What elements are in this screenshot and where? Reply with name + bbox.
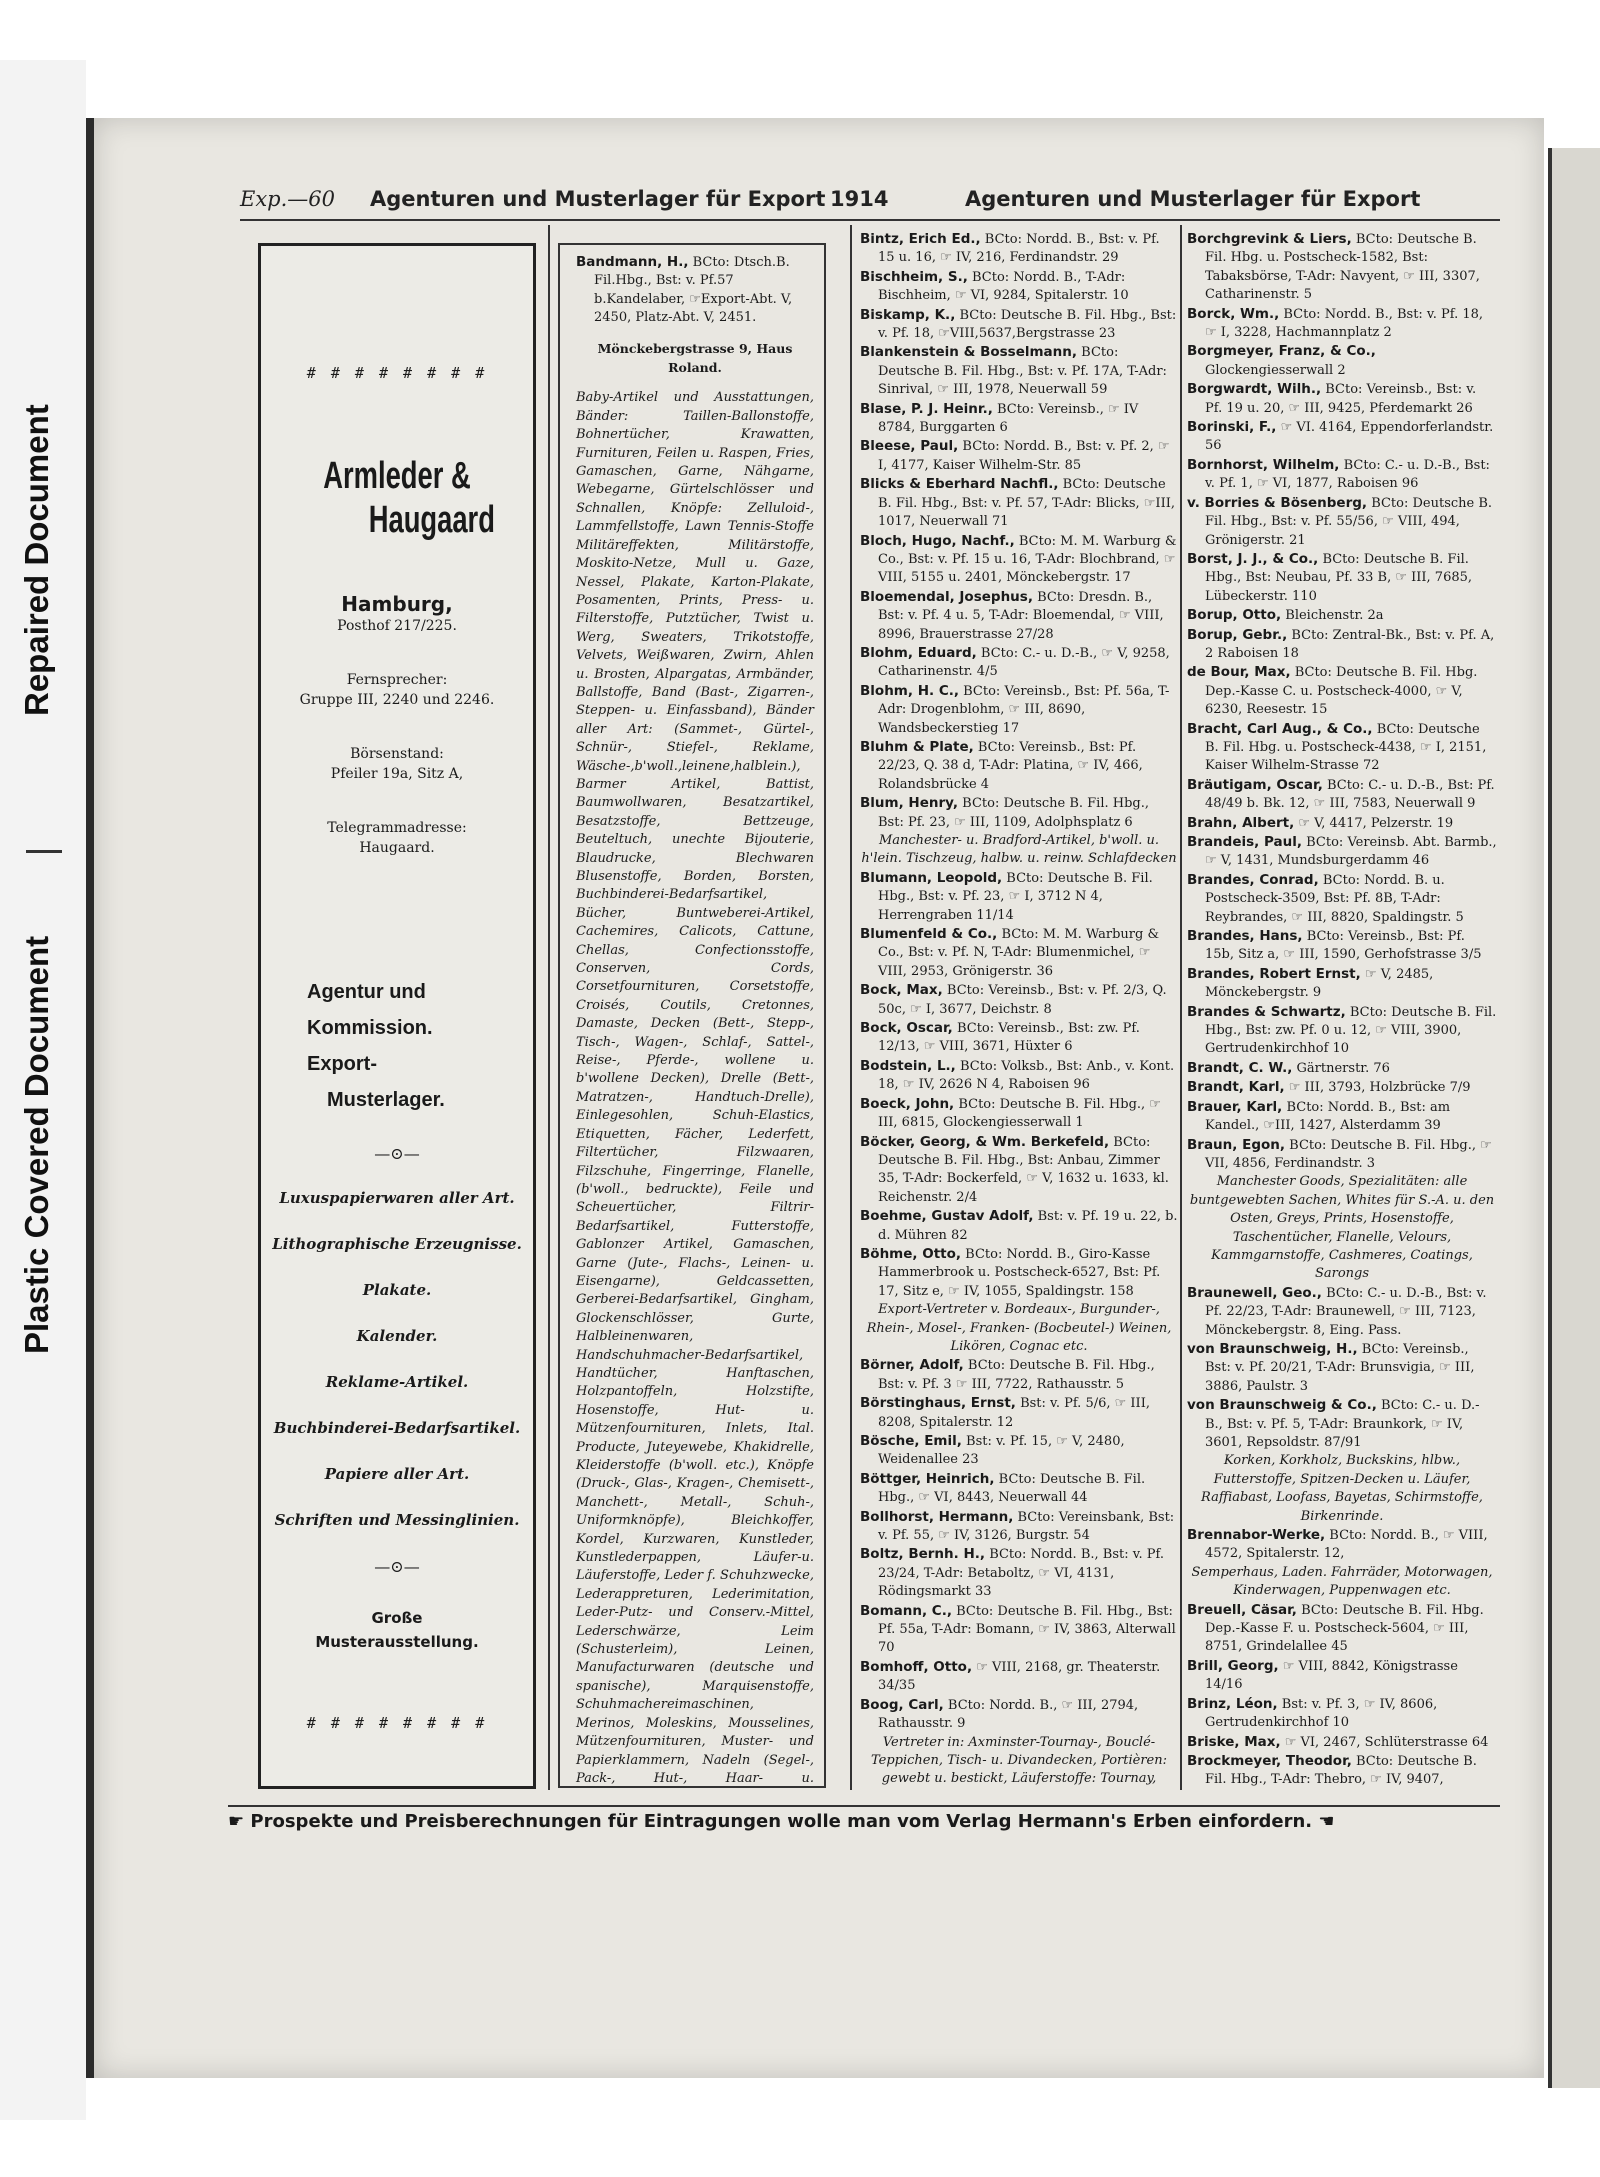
- listing-entry: [1187, 871, 1497, 927]
- listing-entry: [1187, 1601, 1497, 1657]
- firm-name: Bloemendal, Josephus,: [860, 588, 1033, 605]
- firm-details: BCto: Nordd. B., Bst: v. Pf. 2, ☞I, 4177, Kaiser Wilhelm-Str. 85: [878, 439, 1170, 473]
- listing-entry: [1187, 1003, 1497, 1059]
- firm-name: Boeck, John,: [860, 1095, 955, 1112]
- firm-details: BCto: Dtsch.B. Fil.Hbg., Bst: v. Pf.57 b.Kandelaber, ☞Export-Abt. V, 2450, Platz-Abt. V, 2451.: [594, 255, 793, 326]
- listing-entry: [1187, 1752, 1497, 1790]
- listing-entry: [1187, 1396, 1497, 1452]
- firm-details: ☞ VIII, 2168, gr. Theaterstr. 34/35: [878, 1659, 1161, 1694]
- firm-details: BCto: Vereinsb., Bst: v. Pf. 19 u. 20, ☞ III, 9425, Pferdemarkt 26: [1205, 382, 1477, 416]
- firm-details: ☞ V, 2485, Mönckebergstr. 9: [1205, 966, 1434, 1001]
- ad-phone-label: Fernsprecher:: [346, 672, 448, 688]
- page-header: [240, 183, 1500, 221]
- service-line: Kommission.: [307, 1017, 433, 1039]
- listing-entry: [860, 1394, 1178, 1432]
- listing-entry: [860, 1602, 1178, 1658]
- ad-telegram-label: Telegrammadresse:: [327, 820, 467, 836]
- firm-name: Brockmeyer, Theodor,: [1187, 1752, 1352, 1769]
- firm-details: BCto: Deutsche B. Fil. Hbg., Bst: Anbau, Zimmer 35, T-Adr: Bockerfeld, ☞ V, 1632 u. 1633, kl. Reichenstr. 2/4: [878, 1134, 1169, 1205]
- firm-name: Blankenstein & Bosselmann,: [860, 344, 1078, 361]
- firm-details: BCto: Deutsche B. Fil. Hbg., ☞ VI, 8443, Neuerwall 44: [878, 1471, 1146, 1506]
- firm-details: ☞ VIII, 8842, Königstrasse 14/16: [1205, 1658, 1458, 1693]
- firm-details: BCto: Deutsche B. Fil. Hbg. Dep.-Kasse C. u. Postscheck-4000, ☞ V, 6230, Reesestr. 15: [1205, 665, 1478, 718]
- firm-details: Bst: v. Pf. 15, ☞ V, 2480, Weidenallee 23: [878, 1434, 1125, 1468]
- firm-name: Blum, Henry,: [860, 795, 959, 812]
- firm-name: Breuell, Cäsar,: [1187, 1601, 1297, 1618]
- firm-details: Gärtnerstr. 76: [1296, 1060, 1390, 1076]
- firm-name: von Braunschweig & Co.,: [1187, 1397, 1377, 1414]
- ornament-row: # # # # # # # #: [306, 364, 488, 382]
- firm-details: BCto: Deutsche B. Fil. Hbg. u. Postscheck-4438, ☞ I, 2151, Kaiser Wilhelm-Strasse 72: [1205, 721, 1487, 774]
- ad-company-name: [299, 454, 495, 542]
- header-title-left: Agenturen und Musterlager für Export: [370, 187, 826, 211]
- pointing-hand-icon: ☚: [1312, 1811, 1335, 1832]
- pointing-hand-icon: ☛: [228, 1811, 251, 1832]
- listing-entry: [1187, 927, 1497, 965]
- firm-name: v. Borries & Bösenberg,: [1187, 494, 1368, 511]
- firm-name: Borinski, F.,: [1187, 419, 1277, 436]
- firm-specialties: Manchester Goods, Spezialitäten: alle buntgewebten Sachen, Whites für S.-A. u. den Osten, Greys, Prints, Hosenstoffe, Taschentücher, Flanelle, Velours, Kammgarnstoffe, Cashmeres, Coatings, Sarongs: [1189, 1174, 1495, 1282]
- listing-entry: [1187, 814, 1497, 833]
- firm-details: BCto: Vereinsb. Abt. Barmb., ☞ V, 1431, Mundsburgerdamm 46: [1205, 835, 1497, 869]
- plastic-covered-label: Plastic Covered Document: [18, 935, 55, 1355]
- firm-name: Borgmeyer, Franz, & Co.,: [1187, 343, 1376, 360]
- firm-details: BCto: Deutsche B. Fil. Hbg., Bst: v. Pf. 3 ☞ III, 7722, Rathausstr. 5: [878, 1358, 1155, 1392]
- firm-details: BCto: Deutsche B. Fil. Hbg., Bst: Pf. 23, ☞ III, 1109, Adolphsplatz 6: [878, 796, 1150, 830]
- ornament-divider: —⊙—: [374, 1557, 420, 1576]
- firm-details: BCto: Deutsche B. Fil. Hbg., Bst: v. Pf. 57, T-Adr: Blicks, ☞III, 1017, Neuerwall 71: [878, 477, 1175, 530]
- firm-details: BCto: Dresdn. B., Bst: v. Pf. 4 u. 5, T-Adr: Bloemendal, ☞ VIII, 8996, Brauerstrasse 27/28: [878, 589, 1164, 642]
- listing-entry: [1187, 1526, 1497, 1564]
- listing-entry: [860, 588, 1178, 644]
- firm-details: BCto: Deutsche B. Fil. Hbg., Bst: zw. Pf. 0 u. 12, ☞ VIII, 3900, Gertrudenkirchhof 10: [1205, 1004, 1497, 1057]
- firm-details: BCto: Nordd. B., Bst: v. Pf. 18, ☞ I, 3228, Hachmannplatz 2: [1205, 306, 1484, 341]
- firm-name: Bluhm & Plate,: [860, 738, 974, 755]
- closing-line-2: Musterausstellung.: [315, 1633, 479, 1651]
- firm-details: BCto: Vereinsb., ☞ IV 8784, Burggarten 6: [878, 401, 1139, 436]
- ad-services: [261, 974, 533, 1118]
- firm-details: BCto: Vereinsb., Bst: v. Pf. 2/3, Q. 50c, ☞ I, 3677, Deichstr. 8: [878, 983, 1167, 1017]
- listing-entry: [1187, 1136, 1497, 1174]
- firm-name: Brauer, Karl,: [1187, 1098, 1283, 1115]
- firm-name: Bock, Oscar,: [860, 1020, 953, 1037]
- firm-details: BCto: Volksb., Bst: Anb., v. Kont. 18, ☞ IV, 2626 N 4, Raboisen 96: [878, 1058, 1175, 1093]
- firm-name: Borup, Gebr.,: [1187, 626, 1288, 643]
- firm-name: Borup, Otto,: [1187, 607, 1282, 624]
- firm-name: Börstinghaus, Ernst,: [860, 1395, 1016, 1412]
- listing-entry: [860, 230, 1178, 268]
- listing-entry: [860, 437, 1178, 475]
- firm-name: Borchgrevink & Liers,: [1187, 231, 1352, 247]
- firm-name: Bornhorst, Wilhelm,: [1187, 456, 1340, 473]
- listing-entry: [860, 1356, 1178, 1394]
- firm-details: BCto: Nordd. B., Bst: v. Pf. 15 u. 16, ☞ IV, 216, Ferdinandstr. 29: [878, 232, 1160, 266]
- listing-entry: [860, 1019, 1178, 1057]
- listing-entry: [1187, 776, 1497, 814]
- listing-entry: [860, 738, 1178, 794]
- firm-name: Bock, Max,: [860, 982, 943, 999]
- firm-specialties: Manchester- u. Bradford-Artikel, b'woll. u. h'lein. Tischzeug, halbw. u. reinw. Schlafdecken: [861, 833, 1177, 867]
- column-rule: [548, 225, 550, 1790]
- listing-entry: [1187, 305, 1497, 343]
- firm-details: BCto: C.- u. D.-B., Bst: v. Pf. 1, ☞ VI, 1877, Raboisen 96: [1205, 457, 1490, 492]
- firm-name: Borst, J. J., & Co.,: [1187, 550, 1319, 567]
- firm-details: BCto: Nordd. B., T-Adr: Bischheim, ☞ VI, 9284, Spitalerstr. 10: [878, 269, 1129, 304]
- firm-name: Bösche, Emil,: [860, 1433, 962, 1449]
- listing-entry: [1187, 230, 1497, 305]
- listing-entry: [1187, 1059, 1497, 1078]
- listing-entry: [860, 343, 1178, 399]
- firm-name: Blumann, Leopold,: [860, 869, 1003, 886]
- firm-name: Boehme, Gustav Adolf,: [860, 1208, 1034, 1225]
- listing-entry: [1187, 626, 1497, 664]
- ornament-row: # # # # # # # #: [306, 1714, 488, 1732]
- listing-entry: [860, 1508, 1178, 1546]
- listing-entry: [1187, 606, 1497, 625]
- firm-details: BCto: Deutsche B. Fil. Hbg., Bst: v. Pf. 55/56, ☞ VIII, 494, Grönigerstr. 21: [1205, 495, 1493, 548]
- firm-name: Bomann, C.,: [860, 1602, 952, 1619]
- label-separator: [26, 850, 62, 853]
- product-line: Papiere aller Art.: [324, 1465, 470, 1483]
- company-line-1: Armleder &: [323, 455, 471, 497]
- firm-details: BCto: Vereinsb., Bst: Pf. 22/23, Q. 38 d, T-Adr: Platina, ☞ IV, 466, Rolandsbrücke 4: [878, 739, 1143, 792]
- firm-name: Brennabor-Werke,: [1187, 1527, 1326, 1544]
- page-footer: [228, 1805, 1500, 1841]
- firm-specialties: Korken, Korkholz, Buckskins, hlbw., Futterstoffe, Spitzen-Decken u. Läufer, Raffiabast, Loofass, Bayetas, Schirmstoffe, Birkenrinde.: [1201, 1453, 1483, 1524]
- firm-details: Glockengiesserwall 2: [1205, 362, 1346, 378]
- company-line-2: Haugaard: [368, 499, 495, 541]
- firm-name: Bleese, Paul,: [860, 438, 959, 455]
- header-title-right: Agenturen und Musterlager für Export: [965, 187, 1421, 211]
- listing-entry: [860, 268, 1178, 306]
- firm-details: BCto: C.- u. D.-B., Bst: v. Pf. 5, T-Adr: Braunkork, ☞ IV, 3601, Repsoldstr. 87/91: [1205, 1398, 1480, 1450]
- firm-name: Brandt, C. W.,: [1187, 1059, 1293, 1076]
- ornament-divider: —⊙—: [374, 1144, 420, 1163]
- firm-details: BCto: Nordd. B., Bst: am Kandel., ☞III, 1427, Alsterdamm 39: [1205, 1099, 1451, 1134]
- column-rule: [1180, 225, 1182, 1790]
- listing-entry: [1187, 1657, 1497, 1695]
- firm-name: Bloch, Hugo, Nachf.,: [860, 532, 1015, 549]
- ad-city: Hamburg,: [341, 592, 453, 616]
- listing-entry: [1187, 550, 1497, 606]
- product-line: Kalender.: [356, 1327, 438, 1345]
- product-line: Luxuspapierwaren aller Art.: [279, 1189, 515, 1207]
- firm-name: Braun, Egon,: [1187, 1136, 1286, 1153]
- firm-name: Boltz, Bernh. H.,: [860, 1546, 986, 1563]
- listing-entry: [860, 794, 1178, 832]
- firm-name: Brandes, Conrad,: [1187, 871, 1319, 888]
- firm-details: BCto: Nordd. B., ☞ VIII, 4572, Spitalerstr. 12,: [1205, 1528, 1488, 1562]
- listing-entry: [576, 253, 814, 328]
- firm-name: Blase, P. J. Heinr.,: [860, 400, 993, 417]
- firm-details: ☞ V, 4417, Pelzerstr. 19: [1298, 815, 1454, 831]
- listing-entry: [1187, 1284, 1497, 1340]
- firm-details: BCto: Nordd. B., Giro-Kasse Hammerbrook u. Postscheck-6527, Bst: Pf. 17, Sitz e, ☞ IV, 1055, Spaldingstr. 158: [878, 1246, 1161, 1299]
- firm-name: Böhme, Otto,: [860, 1245, 962, 1262]
- ad-closing: [261, 1606, 533, 1654]
- firm-specialties: Semperhaus, Laden. Fahrräder, Motorwagen, Kinderwagen, Puppenwagen etc.: [1191, 1564, 1493, 1599]
- listing-entry: [1187, 1340, 1497, 1396]
- firm-details: BCto: Deutsche B. Fil. Hbg., ☞ VII, 4856, Ferdinandstr. 3: [1205, 1137, 1492, 1171]
- firm-name: de Bour, Max,: [1187, 664, 1291, 681]
- service-line: Agentur und: [307, 981, 426, 1003]
- firm-details: BCto: Vereinsb., Bst: v. Pf. 20/21, T-Adr: Brunsvigia, ☞ III, 3886, Paulstr. 3: [1205, 1341, 1475, 1394]
- listing-entry: [860, 306, 1178, 344]
- advertisement-armleder-haugaard: [258, 243, 536, 1789]
- listing-entry: [860, 400, 1178, 438]
- firm-details: BCto: Deutsche B. Fil. Hbg., Bst: v. Pf. 23, ☞ I, 3712 N 4, Herrengraben 11/14: [878, 870, 1153, 923]
- firm-details: BCto: Vereinsbank, Bst: v. Pf. 55, ☞ IV, 3126, Burgstr. 54: [878, 1509, 1175, 1544]
- directory-column-3: [860, 230, 1178, 1790]
- ad-telegram-value: Haugaard.: [359, 840, 435, 856]
- listing-entry: [860, 1658, 1178, 1696]
- listing-entry: [860, 1095, 1178, 1133]
- listing-entry: [1187, 342, 1497, 380]
- firm-name: Borck, Wm.,: [1187, 305, 1280, 322]
- listing-entry: [860, 682, 1178, 738]
- ad-exchange-value: Pfeiler 19a, Sitz A,: [330, 766, 464, 782]
- footer-notice: Prospekte und Preisberechnungen für Eintragungen wolle man vom Verlag Hermann's Erben einfordern.: [250, 1811, 1313, 1832]
- firm-name: Bischheim, S.,: [860, 268, 968, 285]
- firm-name: Brandes, Robert Ernst,: [1187, 965, 1361, 982]
- listing-entry: [860, 925, 1178, 981]
- directory-column-4: [1187, 230, 1497, 1790]
- firm-details: BCto: C.- u. D.-B., Bst: v. Pf. 22/23, T-Adr: Braunewell, ☞ III, 7123, Mönckebergstr. 8, Eing. Pass.: [1205, 1285, 1487, 1338]
- listing-entry: [860, 475, 1178, 531]
- firm-name: Brandes & Schwartz,: [1187, 1003, 1346, 1020]
- firm-details: BCto: Nordd. B., Bst: v. Pf. 23/24, T-Adr: Betaboltz, ☞ VI, 4131, Rödingsmarkt 33: [878, 1547, 1165, 1600]
- firm-name: Bracht, Carl Aug., & Co.,: [1187, 720, 1373, 737]
- firm-details: BCto: Deutsche B. Fil. Hbg. u. Postscheck-1582, Bst: Tabaksbörse, T-Adr: Navyent, ☞ III, 3307, Catharinenstr. 5: [1205, 232, 1480, 303]
- firm-details: Bst: v. Pf. 19 u. 22, b. d. Mühren 82: [878, 1209, 1178, 1243]
- firm-details: Bst: v. Pf. 5/6, ☞ III, 8208, Spitalerstr. 12: [878, 1396, 1150, 1430]
- firm-name: Boog, Carl,: [860, 1696, 944, 1713]
- firm-details: BCto: Zentral-Bk., Bst: v. Pf. A, 2 Raboisen 18: [1205, 627, 1495, 661]
- firm-name: Blohm, Eduard,: [860, 644, 977, 661]
- firm-details: ☞ III, 3793, Holzbrücke 7/9: [1288, 1080, 1471, 1096]
- firm-name: Brinz, Léon,: [1187, 1695, 1278, 1712]
- header-year: 1914: [830, 187, 889, 211]
- page-number: Exp.—60: [240, 187, 336, 211]
- firm-name: Brill, Georg,: [1187, 1657, 1279, 1674]
- firm-details: BCto: Nordd. B., ☞ III, 2794, Rathausstr. 9: [878, 1697, 1139, 1732]
- closing-line-1: Große: [371, 1609, 423, 1627]
- firm-details: BCto: C.- u. D.-B., Bst: Pf. 48/49 b. Bk. 12, ☞ III, 7583, Neuerwall 9: [1205, 777, 1495, 812]
- product-line: Plakate.: [362, 1281, 432, 1299]
- ad-postal: Posthof 217/225.: [337, 618, 457, 634]
- firm-name: Böcker, Georg, & Wm. Berkefeld,: [860, 1133, 1110, 1150]
- listing-entry: [1187, 663, 1497, 719]
- listing-entry: [860, 981, 1178, 1019]
- ad-exchange-label: Börsenstand:: [350, 746, 444, 762]
- column-rule: [850, 225, 852, 1790]
- firm-name: Borgwardt, Wilh.,: [1187, 381, 1322, 398]
- listing-entry: [1187, 833, 1497, 871]
- firm-details: BCto: C.- u. D.-B., ☞ V, 9258, Catharinenstr. 4/5: [878, 645, 1170, 680]
- firm-name: Brandeis, Paul,: [1187, 834, 1302, 850]
- firm-name: Blohm, H. C.,: [860, 682, 959, 699]
- firm-name: Blicks & Eberhard Nachfl.,: [860, 476, 1059, 493]
- firm-details: ☞ VI, 2467, Schlüterstrasse 64: [1284, 1734, 1489, 1750]
- ad-phone-value: Gruppe III, 2240 und 2246.: [299, 692, 495, 708]
- document-status-labels: [18, 280, 70, 1410]
- firm-name: Brahn, Albert,: [1187, 814, 1295, 831]
- firm-name: Bintz, Erich Ed.,: [860, 231, 981, 247]
- firm-specialties: Export-Vertreter v. Bordeaux-, Burgunder-, Rhein-, Mosel-, Franken- (Bocbeutel-) Weinen, Likören, Cognac etc.: [866, 1302, 1172, 1354]
- listing-entry: [860, 1545, 1178, 1601]
- firm-name: Bomhoff, Otto,: [860, 1658, 973, 1675]
- listing-entry: [860, 1432, 1178, 1470]
- firm-details: BCto: M. M. Warburg & Co., Bst: v. Pf. 15 u. 16, T-Adr: Blochbrand, ☞ VIII, 5155 u. 2401, Mönckebergstr. 17: [878, 533, 1177, 586]
- firm-details: BCto: Vereinsb., Bst: zw. Pf. 12/13, ☞ VIII, 3671, Hüxter 6: [878, 1021, 1140, 1055]
- firm-name: Bodstein, L.,: [860, 1057, 956, 1074]
- listing-entry: [1187, 1078, 1497, 1097]
- firm-details: BCto: Deutsche B. Fil. Hbg. Dep.-Kasse F. u. Postscheck-5604, ☞ III, 8751, Grindelallee 45: [1205, 1602, 1484, 1655]
- bandmann-listing: [558, 243, 826, 1788]
- firm-name: Bollhorst, Hermann,: [860, 1508, 1014, 1525]
- service-line: Musterlager.: [327, 1089, 445, 1111]
- firm-details: BCto: Deutsche B. Fil. Hbg., Bst: Pf. 55a, T-Adr: Bomann, ☞ IV, 3863, Alterwall 70: [878, 1603, 1176, 1656]
- firm-details: BCto: Deutsche B. Fil. Hbg., T-Adr: Thebro, ☞ IV, 9407,: [1205, 1753, 1477, 1788]
- firm-specialties: Vertreter in: Axminster-Tournay-, Bouclé-Teppichen, Tisch- u. Divandecken, Portièren: gewebt u. bestickt, Läuferstoffe: Tournay,: [870, 1734, 1167, 1787]
- listing-entry: [860, 532, 1178, 588]
- listing-entry: [1187, 1098, 1497, 1136]
- listing-entry: [1187, 1733, 1497, 1752]
- listing-entry: [860, 644, 1178, 682]
- firm-details: BCto: M. M. Warburg & Co., Bst: v. Pf. N, T-Adr: Blumenmichel, ☞ VIII, 2953, Grönigerstr. 36: [878, 927, 1160, 979]
- firm-details: BCto: Deutsche B. Fil. Hbg., Bst: Neubau, Pf. 33 B, ☞ III, 7685, Lübeckerstr. 110: [1205, 551, 1473, 604]
- listing-entry: [1187, 720, 1497, 776]
- listing-entry: [1187, 418, 1497, 456]
- firm-name: Bandmann, H.,: [576, 254, 689, 270]
- listing-entry: [1187, 965, 1497, 1003]
- firm-details: BCto: Deutsche B. Fil. Hbg., ☞III, 6815, Glockengiesserwall 1: [878, 1096, 1161, 1131]
- firm-details: Bleichenstr. 2a: [1285, 608, 1384, 624]
- firm-address: Mönckebergstrasse 9, Haus Roland.: [597, 341, 793, 375]
- firm-details: BCto: Vereinsb., Bst: Pf. 56a, T-Adr: Drogenblohm, ☞ III, 8690, Wandsbeckerstieg 17: [878, 683, 1170, 736]
- firm-name: Blumenfeld & Co.,: [860, 926, 998, 943]
- listing-entry: [860, 1207, 1178, 1245]
- product-line: Schriften und Messinglinien.: [274, 1511, 520, 1529]
- listing-entry: [1187, 494, 1497, 550]
- firm-name: Braunewell, Geo.,: [1187, 1284, 1322, 1301]
- listing-entry: [1187, 1695, 1497, 1733]
- firm-name: Biskamp, K.,: [860, 306, 956, 323]
- product-line: Buchbinderei-Bedarfsartikel.: [273, 1419, 521, 1437]
- firm-name: Börner, Adolf,: [860, 1357, 964, 1374]
- firm-name: Böttger, Heinrich,: [860, 1470, 995, 1487]
- service-line: Export-: [307, 1053, 377, 1075]
- listing-entry: [860, 1133, 1178, 1208]
- firm-details: BCto: Nordd. B. u. Postscheck-3509, Bst: Pf. 8B, T-Adr: Reybrandes, ☞ III, 8820, Spaldingstr. 5: [1205, 872, 1464, 925]
- repaired-document-label: Repaired Document: [18, 404, 55, 716]
- product-line: Reklame-Artikel.: [325, 1373, 469, 1391]
- firm-product-list: Baby-Artikel und Ausstattungen, Bänder: Taillen-Ballonstoffe, Bohnertücher, Krawatten, Furnituren, Feilen u. Raspen, Fries, Gamaschen, Garne, Nähgarne, Webegarne, Gürtelschlösser und Schnallen, Knöpfe: Zelluloid-, Lammfellstoffe, Lawn Tennis-Stoffe Militäreffekten, Militärstoffe, Moskito-Netze, Mull u. Gaze, Nessel, Plakate, Karton-Plakate, Posamenten, Prints, Press- u. Filterstoffe, Putztücher, Twist u. Werg, Sweaters, Trikotstoffe, Velvets, Weißwaren, Zwirn, Ahlen u. Brosten, Alpargatas, Armbänder, Ballstoffe, Band (Bast-, Zigarren-, Steppen- u. Einfassband), Bänder aller Art: (Sammet-, Gürtel-, Schnür-, Stiefel-, Reklame, Wäsche-,b'woll.,leinene,halblein.), Barmer Artikel, Battist, Baumwollwaren, Besatzartikel, Besatzstoffe, Bettzeuge, Beuteltuch, unechte Bijouterie, Blaudrucke, Blechwaren Blusenstoffe, Borden, Borsten, Buchbinderei-Bedarfsartikel, Bücher, Buntweberei-Artikel, Cachemires, Calicots, Cattune, Chellas, Confectionsstoffe, Conserven, Cords, Corsetfournituren, Corsetstoffe, Croisés, Coutils, Cretonnes, Damaste, Decken (Bett-, Stepp-, Tisch-, Wagen-, Schlaf-, Sattel-, Reise-, Pferde-, wollene u. b'wollene Decken), Drelle (Bett-, Matratzen-, Handtuch-Drelle), Einlegesohlen, Schuh-Elastics, Etiquetten, Fächer, Lederfett, Filtertücher, Filzwaaren, Filzschuhe, Fingerringe, Flanelle, (b'woll., bedruckte), Feile und Scheuertücher, Filtrir-Bedarfsartikel, Futterstoffe, Gablonzer Artikel, Gamaschen, Garne (Jute-, Flachs-, Leinen- u. Eisengarne), Geldcassetten, Gerberei-Bedarfsartikel, Gingham, Glockenschlösser, Gurte, Halbleinenwaren, Handschuhmacher-Bedarfsartikel, Handtücher, Hanftaschen, Holzpantoffeln, Holzstifte, Hosenstoffe, Hut- u. Mützenfournituren, Inlets, Ital. Producte, Juteyewebe, Khakidrelle, Kleiderstoffe (b'woll. etc.), Knöpfe (Druck-, Glas-, Kragen-, Chemisett-, Manchett-, Metall-, Schuh-, Uniformknöpfe), Bleichkoffer, Kordel, Kurzwaren, Kunstleder, Kunstlederpappen, Läufer-u. Läuferstoffe, Leder f. Schuhzwecke, Lederappreturen, Lederimitation, Leder-Putz- und Conserv.-Mittel, Lederschwärze, Leim (Schusterleim), Leinen, Manufacturwaren (deutsche und spanische), Marquisenstoffe, Schuhmachereimaschinen, Merinos, Moleskins, Mousselines, Mützenfournituren, Muster- und Papierklammern, Nadeln (Segel-, Pack-, Hut-, Haar- u.: [576, 390, 814, 1786]
- firm-details: Bst: v. Pf. 3, ☞ IV, 8606, Gertrudenkirchhof 10: [1205, 1696, 1438, 1731]
- firm-name: Bräutigam, Oscar,: [1187, 776, 1323, 793]
- product-line: Lithographische Erzeugnisse.: [272, 1235, 522, 1253]
- next-page-edge: [1548, 148, 1600, 2088]
- firm-name: Brandes, Hans,: [1187, 928, 1303, 945]
- listing-entry: [1187, 456, 1497, 494]
- listing-entry: [860, 1696, 1178, 1734]
- listing-entry: [860, 1470, 1178, 1508]
- listing-entry: [1187, 380, 1497, 418]
- firm-details: BCto: Vereinsb., Bst: Pf. 15b, Sitz a, ☞ III, 1590, Gerhofstrasse 3/5: [1205, 929, 1482, 963]
- firm-details: BCto: Deutsche B. Fil. Hbg., Bst: v. Pf. 17A, T-Adr: Sinrival, ☞ III, 1978, Neuerwall 59: [878, 345, 1167, 398]
- firm-name: Brandt, Karl,: [1187, 1079, 1285, 1096]
- firm-name: Briske, Max,: [1187, 1733, 1281, 1750]
- listing-entry: [860, 1245, 1178, 1301]
- listing-entry: [860, 1057, 1178, 1095]
- firm-name: von Braunschweig, H.,: [1187, 1340, 1358, 1357]
- firm-details: ☞ VI. 4164, Eppendorferlandstr. 56: [1205, 420, 1494, 454]
- listing-entry: [860, 869, 1178, 925]
- firm-details: BCto: Deutsche B. Fil. Hbg., Bst: v. Pf. 18, ☞VIII,5637,Bergstrasse 23: [878, 307, 1177, 342]
